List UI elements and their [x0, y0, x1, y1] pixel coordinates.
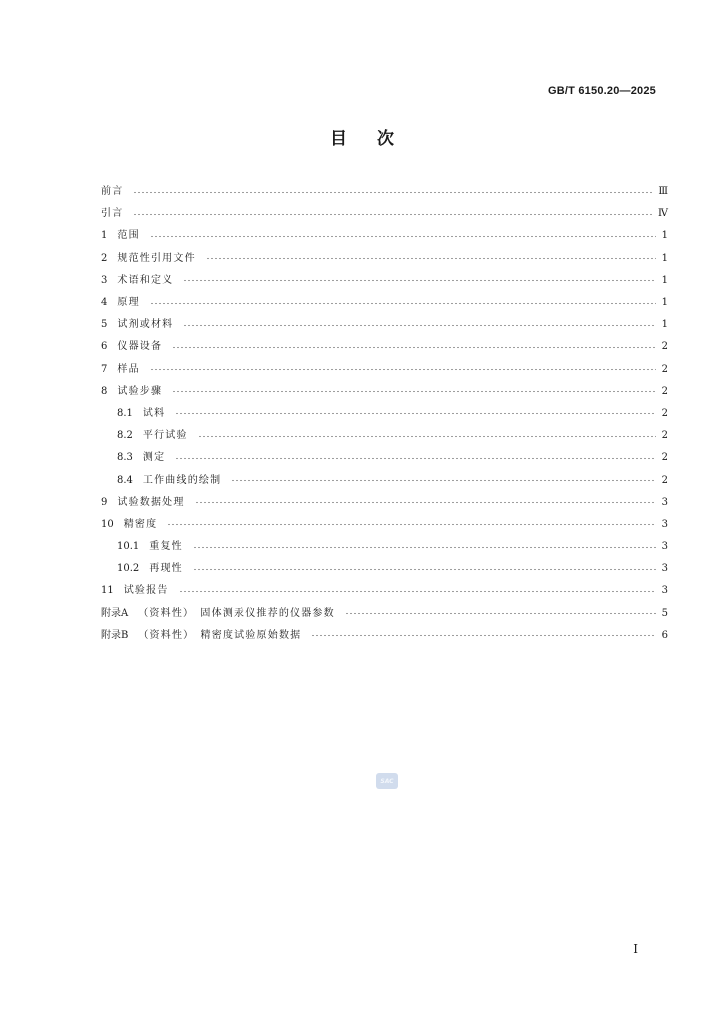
toc-entry-title: （资料性） 固体测汞仪推荐的仪器参数 [138, 607, 335, 619]
toc-entry-page: 1 [661, 230, 668, 242]
toc-entry[interactable] [101, 203, 668, 225]
toc-entry-number: 5 [101, 319, 108, 331]
toc-entry-number: 1 [101, 230, 108, 242]
toc-entry-title: 平行试验 [142, 430, 188, 442]
toc-leader-dots [198, 435, 656, 438]
toc-entry-title: 工作曲线的绘制 [142, 474, 222, 486]
toc-entry-number: 9 [101, 496, 108, 508]
toc-leader-dots [193, 568, 656, 571]
toc-entry-page: 5 [661, 607, 668, 619]
toc-leader-dots [133, 213, 652, 216]
toc-leader-dots [179, 590, 656, 593]
toc-entry[interactable] [101, 558, 668, 580]
toc-entry-title: 测定 [142, 452, 166, 464]
toc-entry[interactable] [101, 625, 668, 647]
toc-entry-page: 1 [661, 319, 668, 331]
toc-entry-number: 8.2 [117, 430, 133, 442]
toc-entry-title: 术语和定义 [117, 274, 174, 286]
toc-leader-dots [150, 235, 656, 238]
toc-entry[interactable] [101, 381, 668, 403]
toc-leader-dots [183, 279, 655, 282]
toc-entry[interactable] [101, 492, 668, 514]
toc-entry-page: 6 [661, 629, 668, 641]
toc-entry-page: 3 [661, 541, 668, 553]
toc-leader-dots [175, 412, 655, 415]
toc-entry-number: 10 [101, 518, 114, 530]
toc-leader-dots [231, 479, 655, 482]
page-title: 目次 [330, 129, 424, 149]
toc-entry[interactable] [101, 580, 668, 602]
toc-entry-title: 仪器设备 [117, 341, 163, 353]
toc-entry-title: 试验数据处理 [117, 496, 185, 508]
toc-leader-dots [193, 546, 656, 549]
toc-entry[interactable] [101, 425, 668, 447]
toc-entry-number: 2 [101, 252, 108, 264]
toc-entry-page: 2 [661, 341, 668, 353]
toc-entry[interactable] [101, 469, 668, 491]
toc-entry-title: 范围 [117, 230, 140, 242]
toc-entry[interactable] [101, 536, 668, 558]
toc-entry-title: 原理 [117, 297, 140, 309]
toc-entry-number: 4 [101, 297, 108, 309]
toc-entry-number: 8.3 [117, 452, 133, 464]
toc-entry-page: Ⅳ [658, 208, 668, 220]
toc-entry-number: 8.4 [117, 474, 133, 486]
toc-leader-dots [206, 257, 656, 260]
toc-entry[interactable] [101, 225, 668, 247]
toc-entry-number: 10.2 [117, 563, 140, 575]
toc-entry-page: 1 [661, 297, 668, 309]
toc-entry-number: 10.1 [117, 541, 140, 553]
toc-entry-page: Ⅲ [658, 186, 668, 198]
toc-leader-dots [167, 523, 655, 526]
toc-entry-title: 引言 [101, 208, 124, 220]
toc-leader-dots [133, 191, 652, 194]
toc-entry-title: 样品 [117, 363, 140, 375]
toc-entry-number: 6 [101, 341, 108, 353]
toc-entry-number: 8 [101, 385, 108, 397]
toc-entry-page: 2 [661, 363, 668, 375]
toc-leader-dots [183, 324, 655, 327]
toc-entry-title: 再现性 [149, 563, 183, 575]
toc-entry[interactable] [101, 603, 668, 625]
toc-entry-page: 3 [661, 518, 668, 530]
toc-leader-dots [172, 390, 655, 393]
toc-entry-title: 前言 [101, 186, 124, 198]
toc-entry-title: 重复性 [149, 541, 183, 553]
toc-entry-page: 1 [661, 274, 668, 286]
toc-entry-page: 2 [661, 385, 668, 397]
toc-entry[interactable] [101, 336, 668, 358]
toc-entry-page: 3 [661, 563, 668, 575]
toc-entry-title: 试验步骤 [117, 385, 163, 397]
toc-entry-title: 规范性引用文件 [117, 252, 196, 264]
toc-entry-title: 试料 [142, 407, 166, 419]
page-number: I [633, 942, 638, 956]
toc-entry[interactable] [101, 514, 668, 536]
toc-leader-dots [195, 501, 656, 504]
toc-leader-dots [150, 302, 656, 305]
toc-entry-number: 附录B [101, 629, 129, 641]
toc-entry-title: 试剂或材料 [117, 319, 174, 331]
toc-entry-number: 3 [101, 274, 108, 286]
toc-entry-page: 2 [661, 452, 668, 464]
toc-entry[interactable] [101, 270, 668, 292]
toc-entry-number: 附录A [101, 607, 129, 619]
toc-entry[interactable] [101, 181, 668, 203]
toc-leader-dots [172, 346, 655, 349]
toc-entry-title: 试验报告 [123, 585, 169, 597]
toc-entry-page: 2 [661, 474, 668, 486]
toc-entry-number: 11 [101, 585, 114, 597]
toc-entry[interactable] [101, 447, 668, 469]
standard-code: GB/T 6150.20—2025 [548, 85, 656, 97]
toc-entry[interactable] [101, 359, 668, 381]
toc-entry-page: 3 [661, 585, 668, 597]
toc-entry-page: 2 [661, 407, 668, 419]
toc-entry-title: 精密度 [123, 518, 158, 530]
table-of-contents [101, 181, 668, 647]
toc-leader-dots [150, 368, 656, 371]
toc-entry[interactable] [101, 248, 668, 270]
sac-logo-icon: SAC [376, 773, 398, 789]
toc-entry[interactable] [101, 314, 668, 336]
toc-entry[interactable] [101, 292, 668, 314]
toc-entry-page: 3 [661, 496, 668, 508]
toc-leader-dots [311, 634, 655, 637]
toc-leader-dots [345, 612, 656, 615]
toc-entry-number: 8.1 [117, 407, 133, 419]
toc-entry-page: 2 [661, 430, 668, 442]
toc-entry-title: （资料性） 精密度试验原始数据 [138, 629, 302, 641]
toc-entry-number: 7 [101, 363, 108, 375]
toc-entry-page: 1 [661, 252, 668, 264]
toc-entry[interactable] [101, 403, 668, 425]
toc-leader-dots [175, 457, 655, 460]
